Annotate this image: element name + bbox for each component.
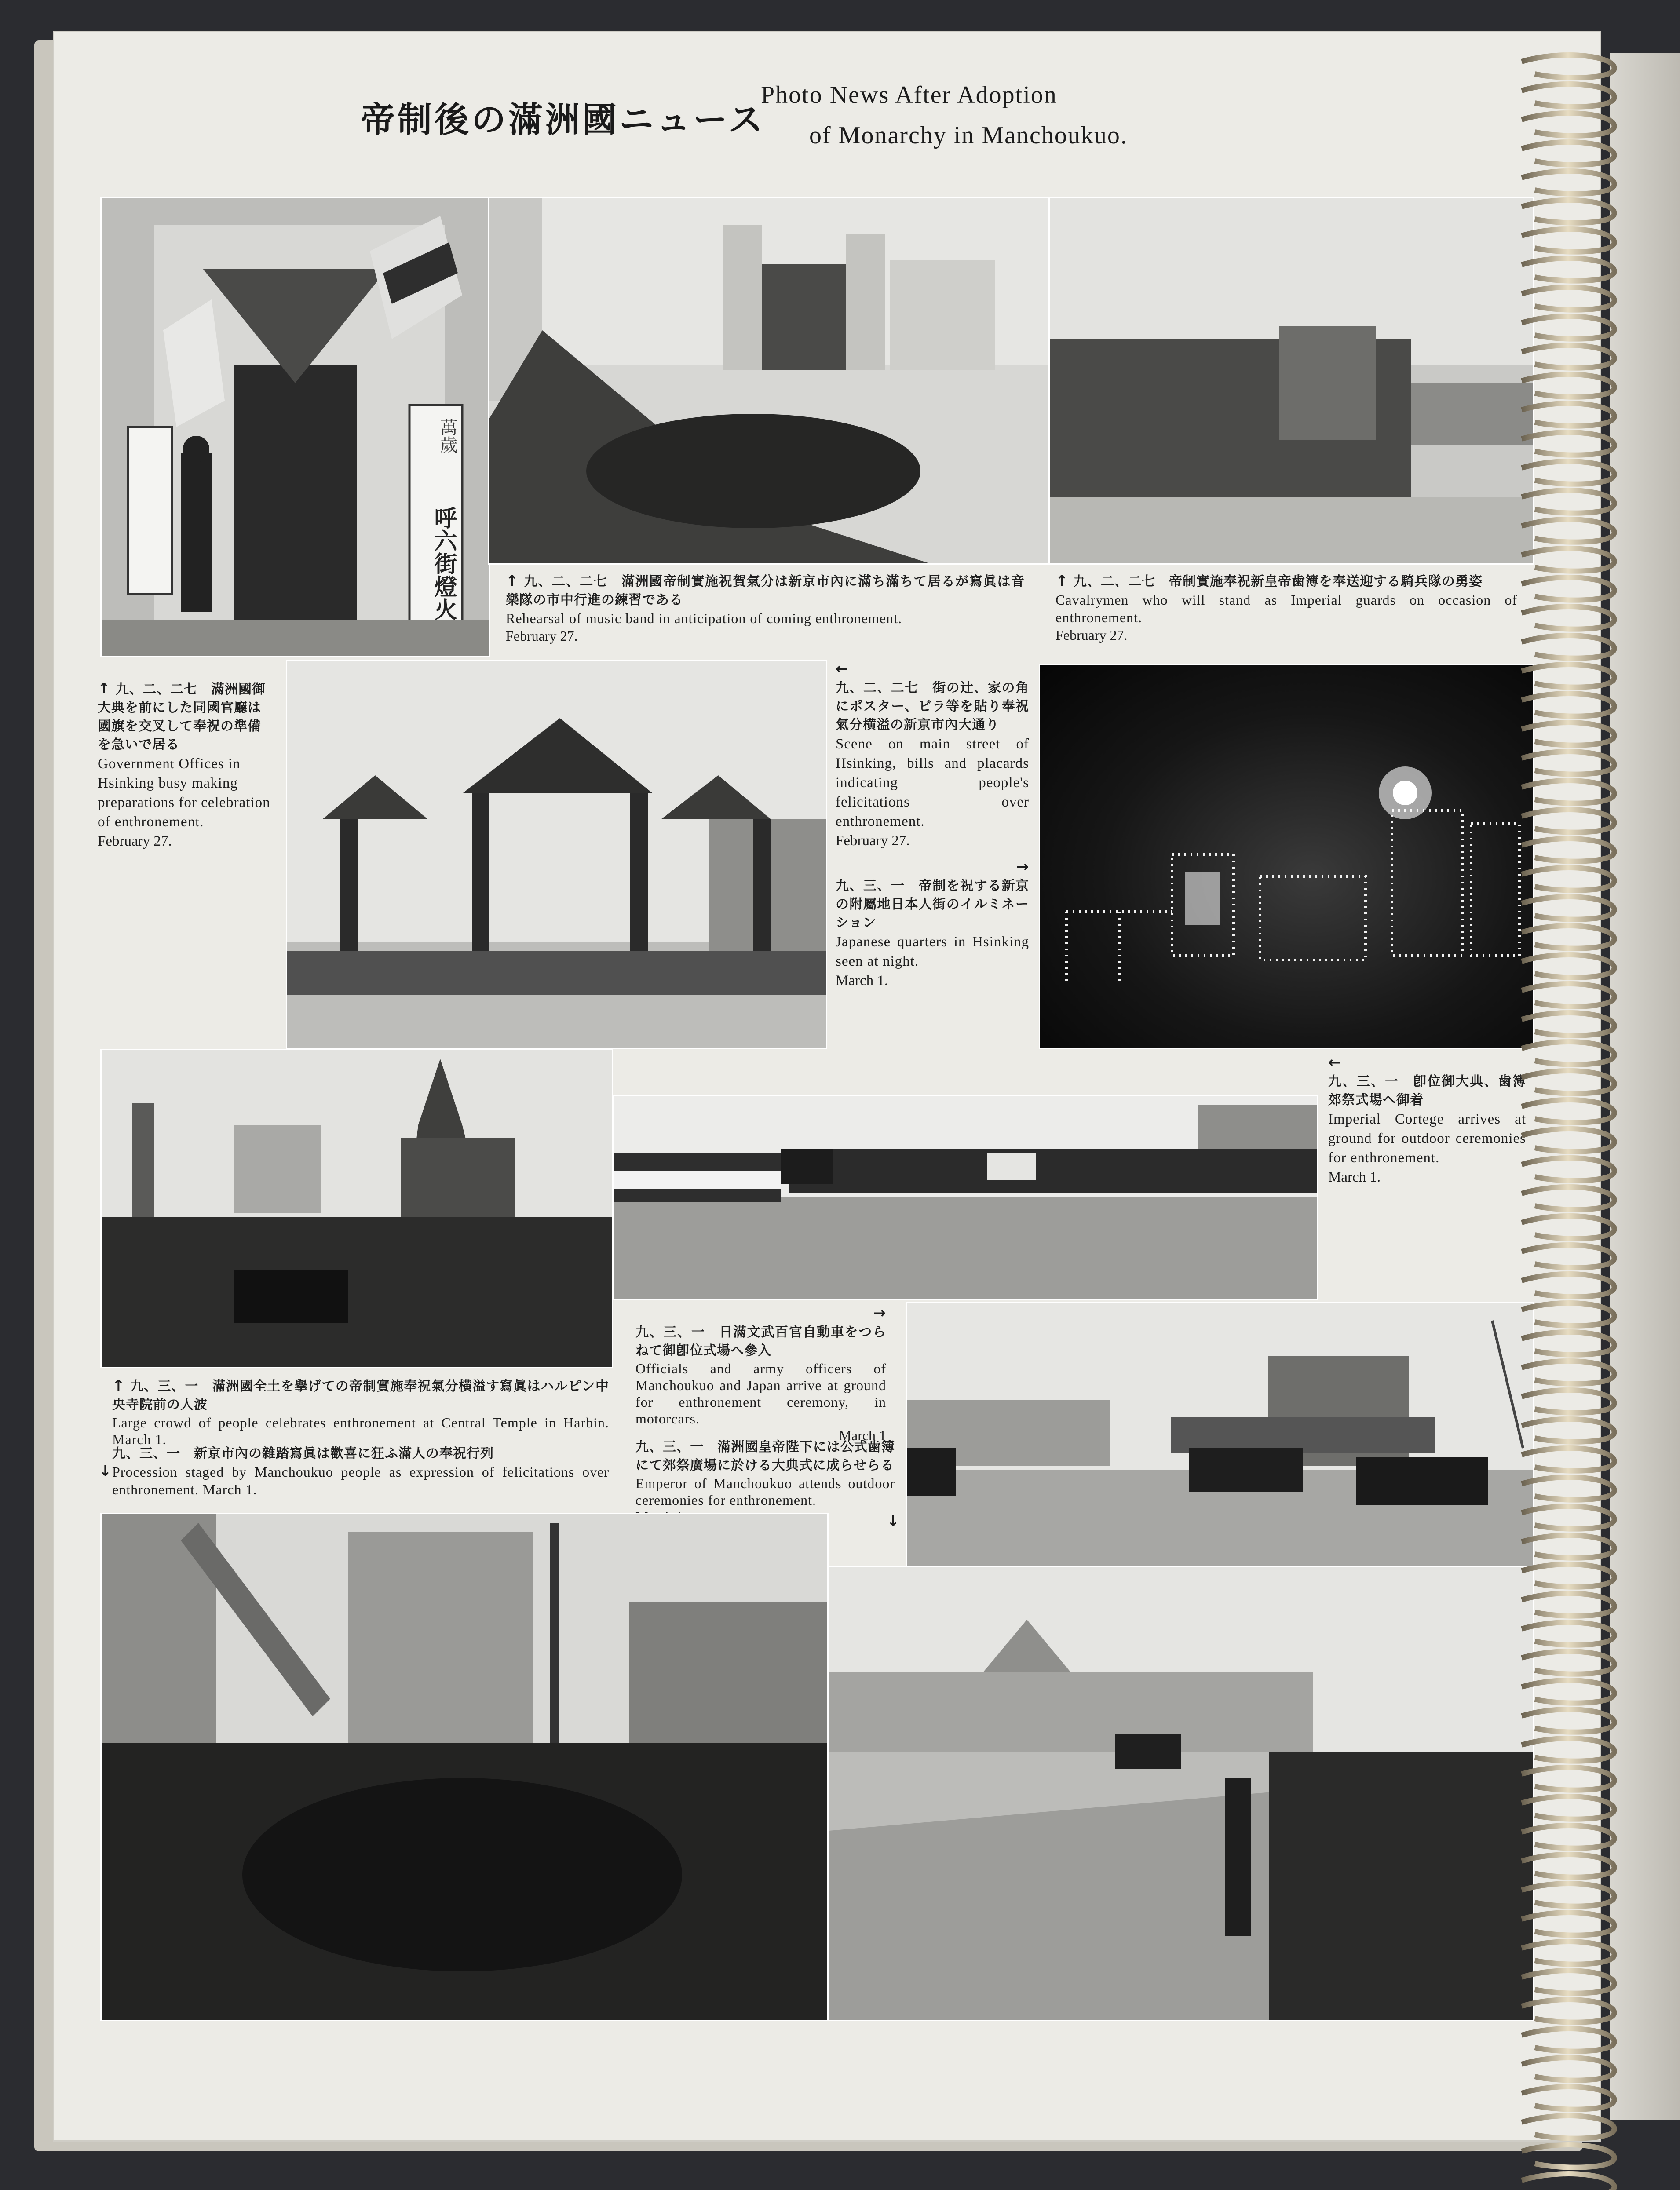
spiral-coil: [1522, 142, 1614, 165]
caption-cavalry-date: February 27.: [1055, 627, 1128, 643]
spiral-coil: [1522, 1913, 1614, 1935]
arrow-left: ←: [1328, 1054, 1341, 1071]
caption-officials-date: March 1: [839, 1427, 886, 1443]
spiral-coil: [1522, 1651, 1614, 1674]
spiral-coil: [1522, 694, 1614, 716]
spiral-coil: [1522, 1593, 1614, 1616]
caption-cortege-jp: 九、三、一 卽位御大典、歯簿郊祭式場へ御着: [1328, 1074, 1526, 1108]
arrow-up: ↑: [506, 572, 519, 590]
spiral-coil: [1522, 1419, 1614, 1442]
caption-cortege-date: March 1.: [1328, 1169, 1381, 1185]
caption-street: [836, 660, 1029, 850]
caption-officials: [635, 1304, 886, 1444]
spiral-coil: [1522, 229, 1614, 252]
spiral-coil: [1522, 490, 1614, 513]
spiral-coil: [1522, 1767, 1614, 1790]
spiral-coil: [1522, 1042, 1614, 1065]
caption-band-jp: 九、二、二七 滿洲國帝制實施祝賀氣分は新京市內に滿ち滿ちて居るが寫眞は音樂隊の市中行進の練習である: [506, 574, 1025, 608]
caption-offices-jp: 九、二、二七 滿洲國御大典を前にした同國官廳は國旗を交叉して奉祝の準備を急いで居る: [98, 682, 266, 752]
spiral-coil: [1522, 1535, 1614, 1558]
spiral-coil: [1522, 1738, 1614, 1761]
caption-procession-en: Procession staged by Manchoukuo people as expression of felicitations over enthronement.: [112, 1464, 609, 1497]
caption-crowd-en: Large crowd of people celebrates enthronement at Central Temple in Harbin.: [112, 1415, 609, 1431]
arrow-up: ↑: [98, 680, 111, 697]
spiral-coil: [1522, 1303, 1614, 1326]
caption-procession-jp: 九、三、一 新京市內の雜踏寫眞は歡喜に狂ふ滿人の奉祝行列: [112, 1446, 494, 1461]
spiral-coil: [1522, 781, 1614, 803]
spiral-coil: [1522, 1013, 1614, 1036]
spiral-coil: [1522, 548, 1614, 571]
spiral-binding: [1504, 48, 1680, 2190]
photo-emperor-ceremony: [828, 1566, 1534, 2021]
spiral-coil: [1522, 926, 1614, 949]
photo-procession: [100, 1513, 829, 2021]
caption-emperor: [635, 1438, 899, 1530]
spiral-coil: [1522, 1622, 1614, 1645]
caption-band: [506, 572, 1025, 645]
spiral-coil: [1522, 1332, 1614, 1355]
spiral-coil: [1522, 1971, 1614, 1993]
spiral-coil: [1522, 1680, 1614, 1703]
spiral-coil: [1522, 2174, 1614, 2190]
spiral-coil: [1522, 664, 1614, 687]
caption-street-en: Scene on main street of Hsinking, bills and placards indicating people's felicitations over enthronement.: [836, 736, 1029, 829]
arrow-right: →: [1016, 858, 1029, 876]
spiral-coil: [1522, 374, 1614, 397]
caption-cortege-en: Imperial Cortege arrives at ground for outdoor ceremonies for enthronement.: [1328, 1111, 1526, 1166]
caption-street-jp: 九、二、二七 街の辻、家の角にポスター、ビラ等を貼り奉祝氣分横溢の新京市內大通り: [836, 680, 1029, 733]
spiral-coil: [1522, 635, 1614, 658]
photo-decorated-arches: [286, 660, 827, 1049]
spiral-coil: [1522, 868, 1614, 891]
caption-offices-en: Government Offices in Hsinking busy making preparations for celebration of enthronement.: [98, 756, 270, 830]
caption-night-date: March 1.: [836, 973, 888, 989]
arrow-down: ↓: [99, 1462, 112, 1480]
caption-band-date: February 27.: [506, 628, 578, 644]
caption-emperor-en: Emperor of Manchoukuo attends outdoor ceremonies for enthronement.: [635, 1475, 895, 1508]
spiral-coil: [1522, 2116, 1614, 2139]
caption-officials-jp: 九、三、一 日滿文武百官自動車をつらねて御卽位式場へ參入: [635, 1325, 886, 1358]
spiral-coil: [1522, 55, 1614, 78]
photo-music-band: [488, 197, 1049, 565]
spiral-coil: [1522, 606, 1614, 629]
title-english-line1: Photo News After Adoption: [761, 81, 1057, 109]
photo-motorcars: [906, 1302, 1534, 1568]
spiral-coil: [1522, 113, 1614, 136]
spiral-coil: [1522, 171, 1614, 194]
spiral-coil: [1522, 1825, 1614, 1848]
spiral-coil: [1522, 1187, 1614, 1210]
spiral-coil: [1522, 200, 1614, 223]
caption-cavalry: [1055, 572, 1517, 644]
caption-night-jp: 九、三、一 帝制を祝する新京の附屬地日本人街のイルミネーション: [836, 878, 1029, 931]
spiral-coil: [1522, 2087, 1614, 2110]
spiral-coil: [1522, 984, 1614, 1007]
caption-night-en: Japanese quarters in Hsinking seen at night.: [836, 934, 1029, 969]
spiral-coil: [1522, 1709, 1614, 1732]
spiral-coil: [1522, 1129, 1614, 1152]
spiral-coil: [1522, 2000, 1614, 2022]
arrow-left: ←: [836, 660, 849, 678]
poster-left-text: 萬歲: [437, 418, 457, 453]
spiral-coil: [1522, 897, 1614, 920]
spiral-coil: [1522, 345, 1614, 368]
spiral-coil: [1522, 723, 1614, 745]
spiral-coil: [1522, 1390, 1614, 1413]
caption-procession: [99, 1445, 609, 1498]
caption-offices-date: February 27.: [98, 833, 172, 849]
spiral-coil: [1522, 1448, 1614, 1471]
spiral-coil: [1522, 2145, 1614, 2168]
spiral-coil: [1522, 1477, 1614, 1500]
spiral-coil: [1522, 839, 1614, 861]
spiral-coil: [1522, 1245, 1614, 1268]
spiral-coil: [1522, 1796, 1614, 1819]
arrow-up: ↑: [112, 1377, 125, 1394]
title-japanese: 帝制後の滿洲國ニュース: [361, 100, 766, 140]
arrow-right: →: [873, 1304, 886, 1322]
caption-cavalry-jp: 九、二、二七 帝制實施奉祝新皇帝歯簿を奉送迎する騎兵隊の勇姿: [1073, 574, 1483, 589]
arrow-up: ↑: [1055, 572, 1069, 590]
spiral-coil: [1522, 577, 1614, 600]
spiral-coil: [1522, 1071, 1614, 1094]
spiral-coil: [1522, 1854, 1614, 1877]
poster-right-text: 呼六街燈火: [430, 506, 457, 620]
spiral-coil: [1522, 955, 1614, 978]
photo-government-offices: [100, 197, 490, 657]
title-english-line2: of Monarchy in Manchoukuo.: [809, 122, 1128, 149]
spiral-coil: [1522, 287, 1614, 310]
spiral-coil: [1522, 461, 1614, 484]
caption-cavalry-en: Cavalrymen who will stand as Imperial guards on occasion of enthronement.: [1055, 592, 1517, 625]
caption-street-date: February 27.: [836, 833, 910, 849]
spiral-coil: [1522, 519, 1614, 542]
caption-crowd-date: March 1.: [112, 1431, 167, 1447]
photo-imperial-cortege: [612, 1095, 1318, 1300]
photo-night-illumination: [1039, 664, 1534, 1049]
photo-cavalry: [1049, 197, 1534, 565]
spiral-coil: [1522, 2058, 1614, 2080]
spiral-coil: [1522, 1564, 1614, 1587]
caption-band-en: Rehearsal of music band in anticipation of coming enthronement.: [506, 610, 902, 626]
spiral-coil: [1522, 1158, 1614, 1181]
caption-emperor-jp: 九、三、一 滿洲國皇帝陛下には公式歯簿にて郊祭廣場に於ける大典式に成らせらる: [635, 1439, 895, 1473]
spiral-coil: [1522, 403, 1614, 426]
spiral-coil: [1522, 1216, 1614, 1239]
spiral-coil: [1522, 810, 1614, 832]
caption-crowd-jp: 九、三、一 滿洲國全土を擧げての帝制實施奉祝氣分横溢す寫眞はハルピン中央寺院前の人波: [112, 1379, 609, 1413]
spiral-coil: [1522, 752, 1614, 774]
caption-crowd: [112, 1376, 609, 1448]
spiral-coil: [1522, 2029, 1614, 2051]
spiral-coil: [1522, 1361, 1614, 1384]
caption-night: [836, 858, 1029, 990]
spiral-coil: [1522, 258, 1614, 281]
title-english: [761, 75, 1128, 156]
caption-offices: [98, 679, 274, 851]
caption-cortege: [1328, 1053, 1526, 1187]
spiral-coil: [1522, 1942, 1614, 1964]
spiral-coil: [1522, 84, 1614, 107]
spiral-coil: [1522, 1274, 1614, 1297]
spiral-coil: [1522, 316, 1614, 339]
caption-procession-date: March 1.: [202, 1482, 257, 1497]
spiral-coil: [1522, 1506, 1614, 1529]
spiral-coil: [1522, 1100, 1614, 1123]
spiral-coil: [1522, 1883, 1614, 1906]
photo-harbin-crowd: [100, 1049, 613, 1368]
arrow-down: ↓: [887, 1512, 899, 1530]
spiral-coil: [1522, 432, 1614, 455]
caption-officials-en: Officials and army officers of Manchoukuo and Japan arrive at ground for enthronement ceremony, in motorcars.: [635, 1361, 886, 1427]
